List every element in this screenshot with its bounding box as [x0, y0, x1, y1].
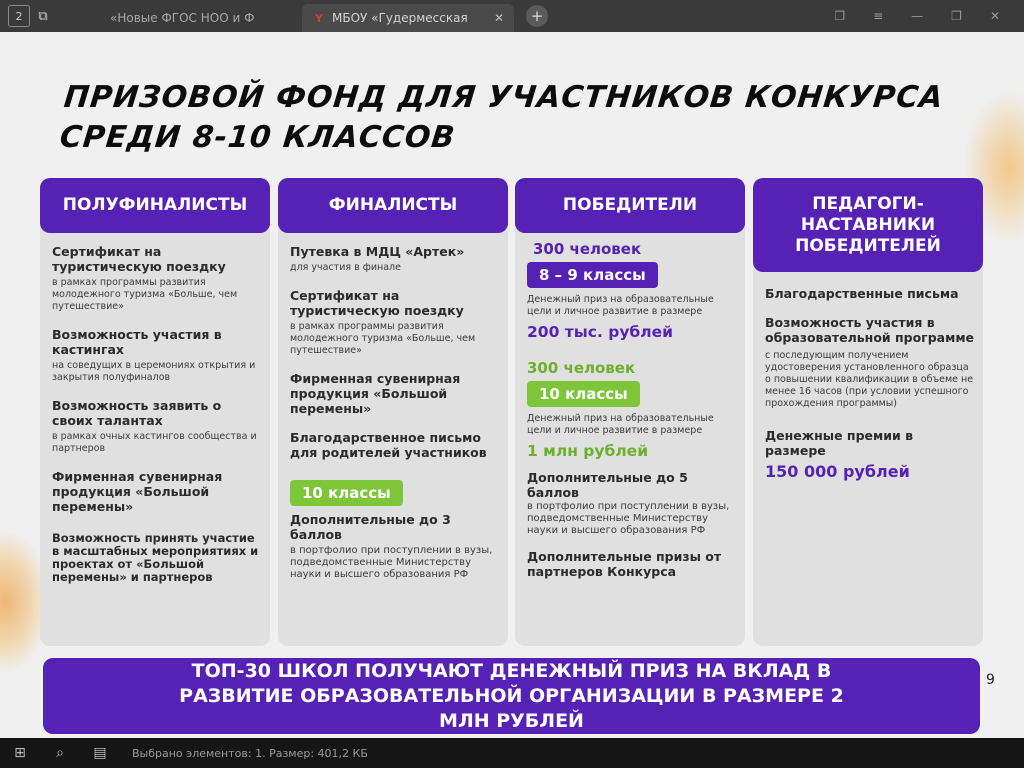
column-header: ПЕДАГОГИ- НАСТАВНИКИ ПОБЕДИТЕЛЕЙ — [753, 178, 983, 272]
minimize-icon[interactable]: — — [911, 9, 924, 23]
tab-mbou[interactable] — [302, 4, 514, 32]
close-tab-icon[interactable]: ✕ — [493, 11, 504, 25]
prize-amount: 200 тыс. рублей — [527, 323, 673, 341]
grade-badge: 10 классы — [527, 381, 640, 407]
grade-badge: 10 классы — [290, 480, 403, 506]
slide-title — [58, 78, 946, 158]
column-body — [527, 240, 737, 579]
banner-text: ТОП-30 ШКОЛ ПОЛУЧАЮТ ДЕНЕЖНЫЙ ПРИЗ НА ВКЛАД В РАЗВИТИЕ ОБРАЗОВАТЕЛЬНОЙ ОРГАНИЗАЦИИ В РАЗМЕРЕ 2 МЛН РУБЛЕЙ — [179, 659, 844, 732]
tab-fgos[interactable] — [100, 4, 296, 32]
title-line: ПРИЗОВОЙ ФОНД ДЛЯ УЧАСТНИКОВ КОНКУРСА — [62, 80, 946, 115]
new-tab-button[interactable] — [526, 5, 548, 27]
prize-title: Возможность заявить о своих талантах — [52, 398, 222, 428]
winners-count: 300 человек — [533, 240, 642, 258]
page-number: 9 — [986, 672, 995, 688]
restore-icon[interactable]: ❐ — [951, 9, 962, 23]
prize-note: в рамках очных кастингов сообщества и партнеров — [52, 431, 257, 454]
taskbar — [0, 738, 1024, 768]
prize-title: Фирменная сувенирная продукция «Большой перемены» — [290, 371, 461, 416]
close-window-icon[interactable]: ✕ — [989, 9, 1000, 23]
prize-title: Дополнительные до 3 баллов — [290, 512, 451, 542]
task-view-icon[interactable]: ▤ — [93, 745, 107, 761]
tabs-overview-icon[interactable]: ⧉ — [38, 8, 48, 24]
status-text: Выбрано элементов: 1. Размер: 401,2 КБ — [132, 746, 368, 760]
tab-group-icon[interactable] — [8, 5, 30, 27]
prize-title: Сертификат на туристическую поездку — [52, 244, 226, 274]
column-header: ПОБЕДИТЕЛИ — [515, 178, 745, 233]
prize-note: в портфолио при поступлении в вузы, подведомственные Министерству науки и высшего образования РФ — [527, 501, 730, 536]
column-body — [52, 244, 262, 584]
prize-note: в рамках программы развития молодежного туризма «Больше, чем путешествие» — [290, 321, 476, 356]
search-icon[interactable]: ⌕ — [56, 745, 64, 761]
prize-title: Денежные премии в размере — [765, 428, 913, 458]
prize-note: в портфолио при поступлении в вузы, подведомственные Министерству науки и высшего образования РФ — [290, 545, 493, 580]
column-header: ФИНАЛИСТЫ — [278, 178, 508, 233]
title-line: СРЕДИ 8-10 КЛАССОВ — [58, 120, 458, 155]
column-finalists — [278, 178, 508, 646]
menu-icon[interactable]: ≡ — [873, 9, 884, 23]
browser-tab-bar — [0, 0, 1024, 32]
prize-title: Фирменная сувенирная продукция «Большой перемены» — [52, 469, 223, 514]
new-tab-label: + — [530, 7, 544, 25]
column-winners — [515, 178, 745, 646]
prize-title: Благодарственные письма — [765, 286, 959, 301]
tab-label: МБОУ «Гудермесская — [332, 11, 468, 25]
grade-badge: 8 – 9 классы — [527, 262, 658, 288]
window-controls — [834, 9, 1024, 23]
tab-label: «Новые ФГОС НОО и Ф — [110, 11, 255, 25]
prize-note: с последующим получением удостоверения установленного образца о повышении квалификации в объеме не менее 16 часов (при условии успешного прохождения программы) — [765, 350, 974, 409]
prize-note: в рамках программы развития молодежного туризма «Больше, чем путешествие» — [52, 277, 238, 312]
prize-note: Денежный приз на образовательные цели и личное развитие в размере — [527, 294, 714, 317]
yandex-favicon-icon: Y — [315, 11, 323, 25]
prize-title: Путевка в МДЦ «Артек» — [290, 244, 465, 259]
prize-note: Денежный приз на образовательные цели и личное развитие в размере — [527, 413, 714, 436]
prize-amount: 150 000 рублей — [765, 462, 910, 481]
column-body — [765, 286, 975, 481]
prize-title: Возможность участия в кастингах — [52, 327, 222, 357]
prize-title: Сертификат на туристическую поездку — [290, 288, 464, 318]
tab-group-count: 2 — [15, 9, 23, 23]
prize-title: Дополнительные до 5 баллов — [527, 470, 688, 500]
prize-title: Благодарственное письмо для родителей участников — [290, 430, 487, 460]
prize-note: для участия в финале — [290, 262, 401, 273]
prize-title: Возможность участия в образовательной программе — [765, 315, 975, 345]
prize-amount: 1 млн рублей — [527, 442, 649, 460]
schools-prize-banner — [43, 658, 980, 734]
presentation-slide — [0, 32, 1024, 738]
winners-count: 300 человек — [527, 359, 636, 377]
prize-title: Возможность принять участие в масштабных мероприятиях и проектах от «Большой перемены» и партнеров — [52, 531, 259, 584]
windows-start-icon[interactable]: ⊞ — [14, 745, 26, 761]
prize-title: Дополнительные призы от партнеров Конкурса — [527, 549, 722, 579]
bookmark-icon[interactable]: ❐ — [834, 9, 846, 23]
column-header: ПОЛУФИНАЛИСТЫ — [40, 178, 270, 233]
prize-note: на соведущих в церемониях открытия и закрытия полуфиналов — [52, 360, 256, 383]
column-mentors — [753, 178, 983, 646]
column-body — [290, 244, 500, 581]
column-semifinalists — [40, 178, 270, 646]
